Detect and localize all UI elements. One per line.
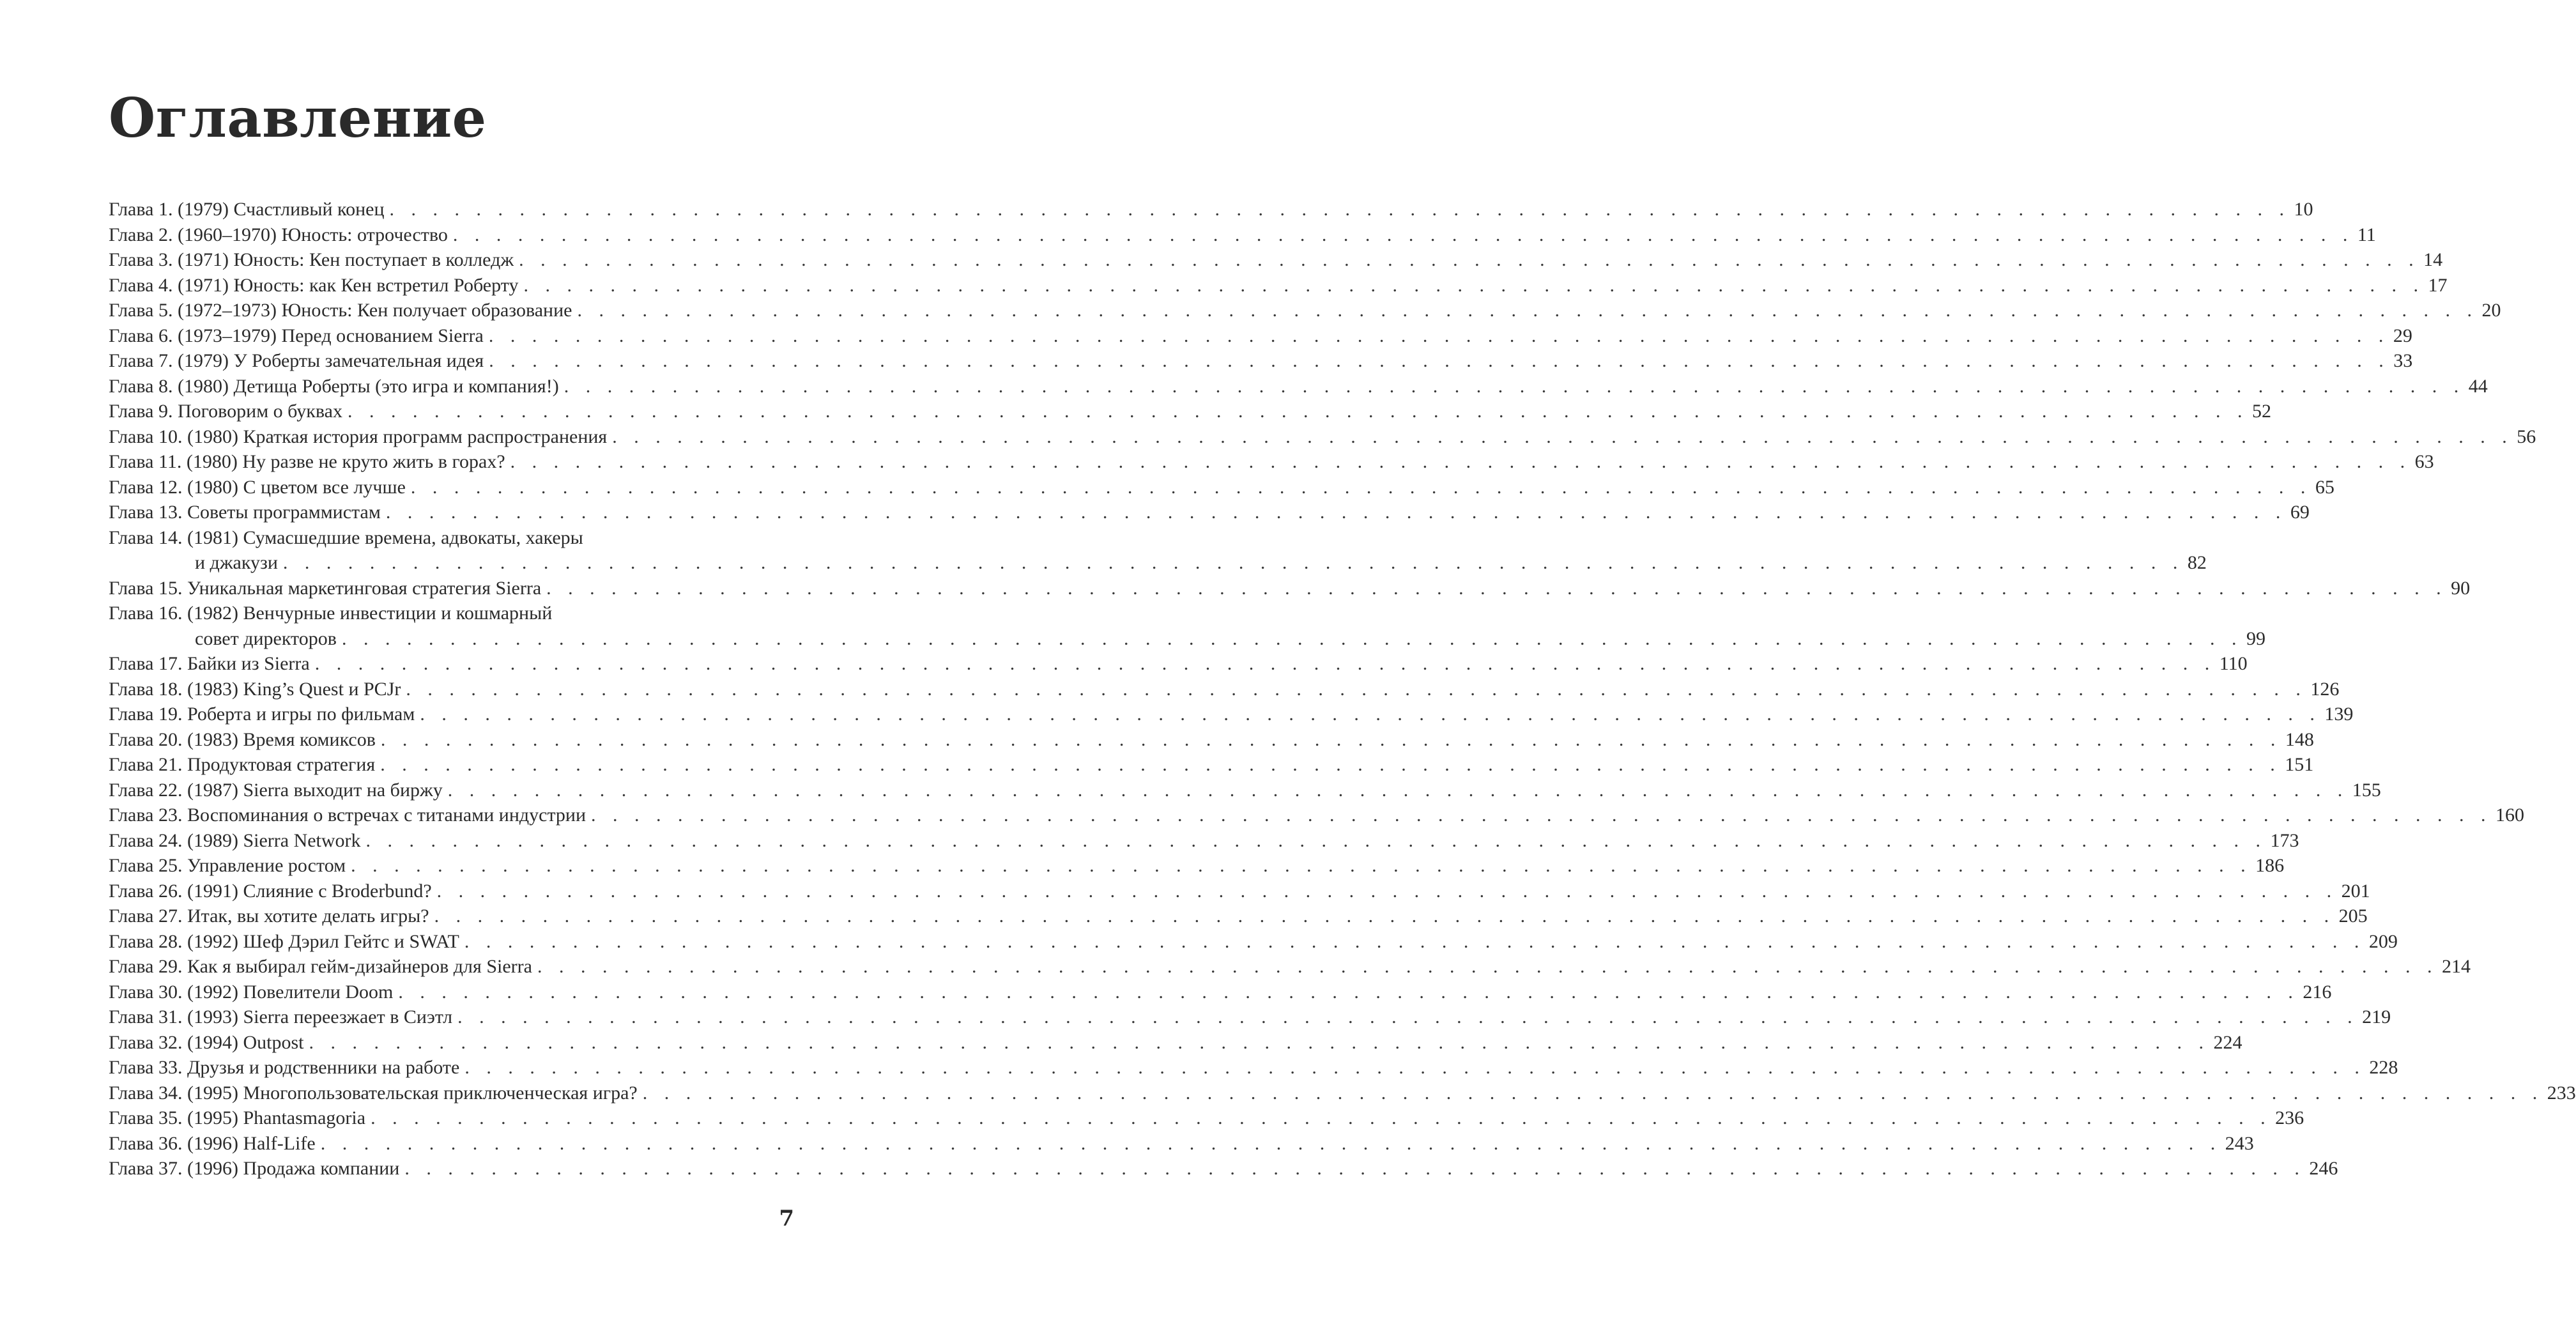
toc-chapter-title: Глава 35. (1995) Phantasmagoria — [109, 1107, 366, 1128]
toc-page-number: 17 — [2428, 274, 2448, 296]
toc-entry — [109, 475, 2334, 500]
toc-chapter-title: Глава 30. (1992) Повелители Doom — [109, 981, 394, 1003]
toc-page-number: 205 — [2338, 905, 2368, 927]
toc-dot-leader: . . . . . . . . . . . . . . . . . . . . . . . . . . . . . . . . . . . . . . . . . . . . . . . . . . . . . . . . . . . . . . . . . . . . . . . . . . . . . . . . . . . . . . . . — [489, 350, 2390, 371]
toc-page-number: 99 — [2246, 627, 2266, 649]
toc-line — [109, 222, 2376, 248]
toc-dot-leader: . . . . . . . . . . . . . . . . . . . . . . . . . . . . . . . . . . . . . . . . . . . . . . . . . . . . . . . . . . . . . . . . . . . . . . . . . . . . . . . . . . . . . . . . — [523, 274, 2425, 296]
toc-dot-leader: . . . . . . . . . . . . . . . . . . . . . . . . . . . . . . . . . . . . . . . . . . . . . . . . . . . . . . . . . . . . . . . . . . . . . . . . . . . . . . . . . . . . . . . . — [309, 1031, 2210, 1053]
toc-dot-leader: . . . . . . . . . . . . . . . . . . . . . . . . . . . . . . . . . . . . . . . . . . . . . . . . . . . . . . . . . . . . . . . . . . . . . . . . . . . . . . . . . . . . . . . . — [434, 905, 2335, 927]
toc-dot-leader: . . . . . . . . . . . . . . . . . . . . . . . . . . . . . . . . . . . . . . . . . . . . . . . . . . . . . . . . . . . . . . . . . . . . . . . . . . . . . . . . . . . . . . . . — [380, 754, 2281, 775]
toc-entry — [109, 576, 2471, 601]
toc-chapter-title: Глава 32. (1994) Outpost — [109, 1031, 304, 1053]
toc-entry — [109, 222, 2376, 248]
toc-chapter-title: Глава 25. Управление ростом — [109, 855, 346, 876]
toc-line — [109, 197, 2313, 222]
toc-line-continuation — [109, 626, 2266, 652]
toc-entry — [109, 500, 2310, 525]
toc-entry — [109, 727, 2314, 753]
toc-chapter-title: Глава 1. (1979) Счастливый конец — [109, 199, 385, 220]
toc-page-number: 201 — [2341, 880, 2370, 902]
toc-chapter-title: Глава 12. (1980) С цветом все лучше — [109, 476, 406, 498]
toc-line — [109, 1131, 2254, 1157]
toc-dot-leader: . . . . . . . . . . . . . . . . . . . . . . . . . . . . . . . . . . . . . . . . . . . . . . . . . . . . . . . . . . . . . . . . . . . . . . . . . . . . . . . . . . . . . . . . — [365, 829, 2267, 851]
toc-line — [109, 954, 2471, 980]
toc-dot-leader: . . . . . . . . . . . . . . . . . . . . . . . . . . . . . . . . . . . . . . . . . . . . . . . . . . . . . . . . . . . . . . . . . . . . . . . . . . . . . . . . . . . . . . . . — [351, 855, 2252, 876]
toc-dot-leader: . . . . . . . . . . . . . . . . . . . . . . . . . . . . . . . . . . . . . . . . . . . . . . . . . . . . . . . . . . . . . . . . . . . . . . . . . . . . . . . . . . . . . . . . — [464, 1057, 2366, 1078]
toc-page-number: 14 — [2423, 249, 2443, 270]
toc-chapter-title: Глава 24. (1989) Sierra Network — [109, 829, 361, 851]
toc-dot-leader: . . . . . . . . . . . . . . . . . . . . . . . . . . . . . . . . . . . . . . . . . . . . . . . . . . . . . . . . . . . . . . . . . . . . . . . . . . . . . . . . . . . . . . . . — [519, 249, 2420, 270]
toc-chapter-title: Глава 18. (1983) King’s Quest и PCJr — [109, 678, 401, 700]
toc-chapter-title: Глава 16. (1982) Венчурные инвестиции и кошмарный — [109, 603, 553, 624]
page-title: Оглавление — [109, 86, 487, 150]
toc-line — [109, 475, 2334, 500]
toc-chapter-title: Глава 21. Продуктовая стратегия — [109, 754, 376, 775]
toc-entry — [109, 273, 2448, 298]
toc-entry — [109, 1030, 2242, 1056]
toc-chapter-title: Глава 26. (1991) Слияние с Broderbund? — [109, 880, 432, 902]
toc-line — [109, 424, 2536, 450]
toc-entry — [109, 651, 2248, 677]
toc-entry — [109, 778, 2381, 803]
toc-chapter-title: Глава 11. (1980) Ну разве не круто жить в горах? — [109, 451, 505, 472]
toc-page-number: 151 — [2285, 754, 2314, 775]
toc-dot-leader: . . . . . . . . . . . . . . . . . . . . . . . . . . . . . . . . . . . . . . . . . . . . . . . . . . . . . . . . . . . . . . . . . . . . . . . . . . . . . . . . . . . . . . . . — [420, 704, 2321, 725]
toc-entry — [109, 298, 2501, 323]
toc-dot-leader: . . . . . . . . . . . . . . . . . . . . . . . . . . . . . . . . . . . . . . . . . . . . . . . . . . . . . . . . . . . . . . . . . . . . . . . . . . . . . . . . . . . . . . . . — [510, 451, 2411, 472]
toc-dot-leader: . . . . . . . . . . . . . . . . . . . . . . . . . . . . . . . . . . . . . . . . . . . . . . . . . . . . . . . . . . . . . . . . . . . . . . . . . . . . . . . . . . . . . . . . — [577, 300, 2478, 321]
toc-entry — [109, 828, 2299, 854]
toc-chapter-title: Глава 10. (1980) Краткая история программ распространения — [109, 426, 608, 447]
toc-entry — [109, 1131, 2254, 1157]
toc-dot-leader: . . . . . . . . . . . . . . . . . . . . . . . . . . . . . . . . . . . . . . . . . . . . . . . . . . . . . . . . . . . . . . . . . . . . . . . . . . . . . . . . . . . . . . . . — [320, 1132, 2221, 1154]
toc-dot-leader: . . . . . . . . . . . . . . . . . . . . . . . . . . . . . . . . . . . . . . . . . . . . . . . . . . . . . . . . . . . . . . . . . . . . . . . . . . . . . . . . . . . . . . . . — [385, 502, 2287, 523]
toc-dot-leader: . . . . . . . . . . . . . . . . . . . . . . . . . . . . . . . . . . . . . . . . . . . . . . . . . . . . . . . . . . . . . . . . . . . . . . . . . . . . . . . . . . . . . . . . — [347, 401, 2248, 422]
toc-page-number: 214 — [2441, 956, 2471, 977]
toc-page-number: 160 — [2496, 804, 2525, 826]
toc-dot-leader: . . . . . . . . . . . . . . . . . . . . . . . . . . . . . . . . . . . . . . . . . . . . . . . . . . . . . . . . . . . . . . . . . . . . . . . . . . . . . . . . . . . . . . . . — [398, 981, 2299, 1003]
toc-dot-leader: . . . . . . . . . . . . . . . . . . . . . . . . . . . . . . . . . . . . . . . . . . . . . . . . . . . . . . . . . . . . . . . . . . . . . . . . . . . . . . . . . . . . . . . . — [537, 956, 2438, 977]
toc-line — [109, 702, 2354, 727]
toc-chapter-title: Глава 34. (1995) Многопользовательская приключенческая игра? — [109, 1082, 638, 1104]
toc-entry — [109, 348, 2413, 374]
toc-line — [109, 727, 2314, 753]
toc-dot-leader: . . . . . . . . . . . . . . . . . . . . . . . . . . . . . . . . . . . . . . . . . . . . . . . . . . . . . . . . . . . . . . . . . . . . . . . . . . . . . . . . . . . . . . . . — [612, 426, 2513, 447]
toc-page-number: 11 — [2357, 224, 2376, 245]
toc-line — [109, 576, 2471, 601]
toc-chapter-title: Глава 29. Как я выбирал гейм-дизайнеров для Sierra — [109, 956, 532, 977]
toc-entry — [109, 1105, 2304, 1131]
toc-line — [109, 525, 795, 551]
toc-chapter-title: Глава 36. (1996) Half-Life — [109, 1132, 316, 1154]
toc-page-number: 10 — [2294, 199, 2313, 220]
toc-line — [109, 1030, 2242, 1056]
toc-line — [109, 1105, 2304, 1131]
toc-chapter-title: Глава 33. Друзья и родственники на работе — [109, 1057, 460, 1078]
toc-entry — [109, 323, 2412, 349]
toc-line — [109, 399, 2271, 424]
toc-line — [109, 374, 2488, 399]
toc-line — [109, 449, 2434, 475]
toc-entry — [109, 601, 2266, 651]
toc-entry — [109, 677, 2340, 702]
toc-line — [109, 778, 2381, 803]
toc-chapter-title: Глава 19. Роберта и игры по фильмам — [109, 704, 415, 725]
toc-line — [109, 677, 2340, 702]
toc-chapter-title: Глава 37. (1996) Продажа компании — [109, 1158, 400, 1179]
toc-page-number: 20 — [2481, 300, 2501, 321]
toc-entry — [109, 247, 2443, 273]
toc-dot-leader: . . . . . . . . . . . . . . . . . . . . . . . . . . . . . . . . . . . . . . . . . . . . . . . . . . . . . . . . . . . . . . . . . . . . . . . . . . . . . . . . . . . . . . . . — [447, 779, 2349, 801]
toc-dot-leader: . . . . . . . . . . . . . . . . . . . . . . . . . . . . . . . . . . . . . . . . . . . . . . . . . . . . . . . . . . . . . . . . . . . . . . . . . . . . . . . . . . . . . . . . — [404, 1158, 2306, 1179]
toc-page-number: 90 — [2451, 577, 2471, 599]
toc-chapter-title: Глава 13. Советы программистам — [109, 502, 381, 523]
toc-page-number: 56 — [2517, 426, 2536, 447]
toc-page-number: 139 — [2324, 704, 2354, 725]
toc-entry — [109, 197, 2313, 222]
toc-page-number: 219 — [2362, 1006, 2391, 1027]
toc-page-number: 110 — [2219, 653, 2248, 674]
toc-entry — [109, 929, 2398, 955]
toc-dot-leader: . . . . . . . . . . . . . . . . . . . . . . . . . . . . . . . . . . . . . . . . . . . . . . . . . . . . . . . . . . . . . . . . . . . . . . . . . . . . . . . . . . . . . . . . — [546, 577, 2448, 599]
toc-entry — [109, 853, 2285, 879]
toc-line — [109, 601, 795, 626]
toc-page-number: 148 — [2285, 728, 2314, 750]
toc-page-number: 82 — [2187, 552, 2207, 573]
toc-line — [109, 323, 2412, 349]
toc-line — [109, 651, 2248, 677]
toc-line — [109, 247, 2443, 273]
toc-entry — [109, 1156, 2338, 1181]
toc-entry — [109, 374, 2488, 399]
toc-chapter-title: Глава 20. (1983) Время комиксов — [109, 728, 376, 750]
toc-page-number: 33 — [2393, 350, 2413, 371]
toc-page-number: 243 — [2225, 1132, 2254, 1154]
toc-page-number: 173 — [2270, 829, 2299, 851]
toc-chapter-title: Глава 2. (1960–1970) Юность: отрочество — [109, 224, 448, 245]
toc-chapter-title: Глава 23. Воспоминания о встречах с титанами индустрии — [109, 804, 586, 826]
toc-page-number: 155 — [2352, 779, 2381, 801]
toc-page-number: 228 — [2369, 1057, 2398, 1078]
toc-dot-leader: . . . . . . . . . . . . . . . . . . . . . . . . . . . . . . . . . . . . . . . . . . . . . . . . . . . . . . . . . . . . . . . . . . . . . . . . . . . . . . . . . . . . . . . . — [371, 1107, 2272, 1128]
toc-entry — [109, 424, 2536, 450]
toc-entry — [109, 954, 2471, 980]
toc-page-number: 69 — [2290, 502, 2310, 523]
table-of-contents — [109, 197, 2576, 1181]
toc-dot-leader: . . . . . . . . . . . . . . . . . . . . . . . . . . . . . . . . . . . . . . . . . . . . . . . . . . . . . . . . . . . . . . . . . . . . . . . . . . . . . . . . . . . . . . . . — [488, 325, 2389, 346]
toc-page-number: 52 — [2251, 401, 2271, 422]
toc-entry — [109, 449, 2434, 475]
toc-dot-leader: . . . . . . . . . . . . . . . . . . . . . . . . . . . . . . . . . . . . . . . . . . . . . . . . . . . . . . . . . . . . . . . . . . . . . . . . . . . . . . . . . . . . . . . . — [380, 728, 2281, 750]
toc-page-number: 63 — [2414, 451, 2434, 472]
toc-chapter-title: Глава 28. (1992) Шеф Дэрил Гейтс и SWAT — [109, 930, 459, 952]
toc-entry — [109, 879, 2370, 904]
toc-line — [109, 828, 2299, 854]
toc-chapter-title-continuation: и джакузи — [195, 552, 278, 573]
toc-entry — [109, 1081, 2576, 1106]
toc-dot-leader: . . . . . . . . . . . . . . . . . . . . . . . . . . . . . . . . . . . . . . . . . . . . . . . . . . . . . . . . . . . . . . . . . . . . . . . . . . . . . . . . . . . . . . . . — [457, 1006, 2359, 1027]
toc-line — [109, 1081, 2576, 1106]
toc-line — [109, 348, 2413, 374]
toc-line — [109, 752, 2314, 778]
toc-entry — [109, 904, 2368, 929]
toc-line — [109, 980, 2332, 1005]
toc-chapter-title: Глава 3. (1971) Юность: Кен поступает в колледж — [109, 249, 514, 270]
toc-entry — [109, 399, 2271, 424]
toc-page-number: 126 — [2310, 678, 2340, 700]
toc-chapter-title: Глава 17. Байки из Sierra — [109, 653, 310, 674]
toc-entry — [109, 1055, 2398, 1081]
toc-line — [109, 273, 2448, 298]
toc-line — [109, 879, 2370, 904]
toc-page-number: 246 — [2309, 1158, 2338, 1179]
toc-dot-leader: . . . . . . . . . . . . . . . . . . . . . . . . . . . . . . . . . . . . . . . . . . . . . . . . . . . . . . . . . . . . . . . . . . . . . . . . . . . . . . . . . . . . . . . . — [410, 476, 2312, 498]
toc-dot-leader: . . . . . . . . . . . . . . . . . . . . . . . . . . . . . . . . . . . . . . . . . . . . . . . . . . . . . . . . . . . . . . . . . . . . . . . . . . . . . . . . . . . . . . . . — [389, 199, 2290, 220]
toc-entry — [109, 803, 2525, 828]
toc-entry — [109, 1004, 2391, 1030]
toc-chapter-title: Глава 14. (1981) Сумасшедшие времена, адвокаты, хакеры — [109, 527, 583, 548]
toc-dot-leader: . . . . . . . . . . . . . . . . . . . . . . . . . . . . . . . . . . . . . . . . . . . . . . . . . . . . . . . . . . . . . . . . . . . . . . . . . . . . . . . . . . . . . . . . — [282, 552, 2184, 573]
toc-dot-leader: . . . . . . . . . . . . . . . . . . . . . . . . . . . . . . . . . . . . . . . . . . . . . . . . . . . . . . . . . . . . . . . . . . . . . . . . . . . . . . . . . . . . . . . . — [642, 1082, 2543, 1104]
toc-line — [109, 1156, 2338, 1181]
toc-chapter-title: Глава 5. (1972–1973) Юность: Кен получает образование — [109, 300, 572, 321]
toc-dot-leader: . . . . . . . . . . . . . . . . . . . . . . . . . . . . . . . . . . . . . . . . . . . . . . . . . . . . . . . . . . . . . . . . . . . . . . . . . . . . . . . . . . . . . . . . — [406, 678, 2307, 700]
toc-line — [109, 500, 2310, 525]
toc-line — [109, 853, 2285, 879]
toc-page-number: 233 — [2547, 1082, 2576, 1104]
toc-page-number: 65 — [2315, 476, 2334, 498]
toc-chapter-title: Глава 6. (1973–1979) Перед основанием Sierra — [109, 325, 484, 346]
toc-entry — [109, 525, 2207, 576]
toc-page-number: 29 — [2393, 325, 2412, 346]
toc-page-number: 209 — [2368, 930, 2398, 952]
toc-page-number: 186 — [2255, 855, 2285, 876]
toc-entry — [109, 702, 2354, 727]
toc-chapter-title: Глава 22. (1987) Sierra выходит на биржу — [109, 779, 443, 801]
toc-chapter-title: Глава 8. (1980) Детища Роберты (это игра и компания!) — [109, 375, 559, 397]
toc-chapter-title: Глава 4. (1971) Юность: как Кен встретил Роберту — [109, 274, 519, 296]
toc-line — [109, 904, 2368, 929]
toc-line — [109, 1004, 2391, 1030]
toc-chapter-title-continuation: совет директоров — [195, 627, 337, 649]
toc-dot-leader: . . . . . . . . . . . . . . . . . . . . . . . . . . . . . . . . . . . . . . . . . . . . . . . . . . . . . . . . . . . . . . . . . . . . . . . . . . . . . . . . . . . . . . . . — [564, 375, 2465, 397]
toc-chapter-title: Глава 7. (1979) У Роберты замечательная идея — [109, 350, 484, 371]
toc-line — [109, 803, 2525, 828]
toc-chapter-title: Глава 15. Уникальная маркетинговая стратегия Sierra — [109, 577, 542, 599]
toc-entry — [109, 980, 2332, 1005]
page-number: 7 — [779, 1206, 794, 1231]
toc-dot-leader: . . . . . . . . . . . . . . . . . . . . . . . . . . . . . . . . . . . . . . . . . . . . . . . . . . . . . . . . . . . . . . . . . . . . . . . . . . . . . . . . . . . . . . . . — [436, 880, 2338, 902]
toc-page-number: 216 — [2303, 981, 2332, 1003]
toc-line — [109, 929, 2398, 955]
toc-chapter-title: Глава 27. Итак, вы хотите делать игры? — [109, 905, 429, 927]
toc-page-number: 44 — [2468, 375, 2488, 397]
toc-entry — [109, 752, 2314, 778]
toc-dot-leader: . . . . . . . . . . . . . . . . . . . . . . . . . . . . . . . . . . . . . . . . . . . . . . . . . . . . . . . . . . . . . . . . . . . . . . . . . . . . . . . . . . . . . . . . — [591, 804, 2492, 826]
toc-line-continuation — [109, 550, 2207, 576]
toc-chapter-title: Глава 9. Поговорим о буквах — [109, 401, 342, 422]
toc-dot-leader: . . . . . . . . . . . . . . . . . . . . . . . . . . . . . . . . . . . . . . . . . . . . . . . . . . . . . . . . . . . . . . . . . . . . . . . . . . . . . . . . . . . . . . . . — [341, 627, 2242, 649]
toc-page-number: 236 — [2275, 1107, 2304, 1128]
toc-dot-leader: . . . . . . . . . . . . . . . . . . . . . . . . . . . . . . . . . . . . . . . . . . . . . . . . . . . . . . . . . . . . . . . . . . . . . . . . . . . . . . . . . . . . . . . . — [314, 653, 2216, 674]
toc-chapter-title: Глава 31. (1993) Sierra переезжает в Сиэтл — [109, 1006, 453, 1027]
toc-page-number: 224 — [2213, 1031, 2242, 1053]
toc-dot-leader: . . . . . . . . . . . . . . . . . . . . . . . . . . . . . . . . . . . . . . . . . . . . . . . . . . . . . . . . . . . . . . . . . . . . . . . . . . . . . . . . . . . . . . . . — [464, 930, 2365, 952]
toc-line — [109, 298, 2501, 323]
toc-line — [109, 1055, 2398, 1081]
toc-dot-leader: . . . . . . . . . . . . . . . . . . . . . . . . . . . . . . . . . . . . . . . . . . . . . . . . . . . . . . . . . . . . . . . . . . . . . . . . . . . . . . . . . . . . . . . . — [452, 224, 2354, 245]
